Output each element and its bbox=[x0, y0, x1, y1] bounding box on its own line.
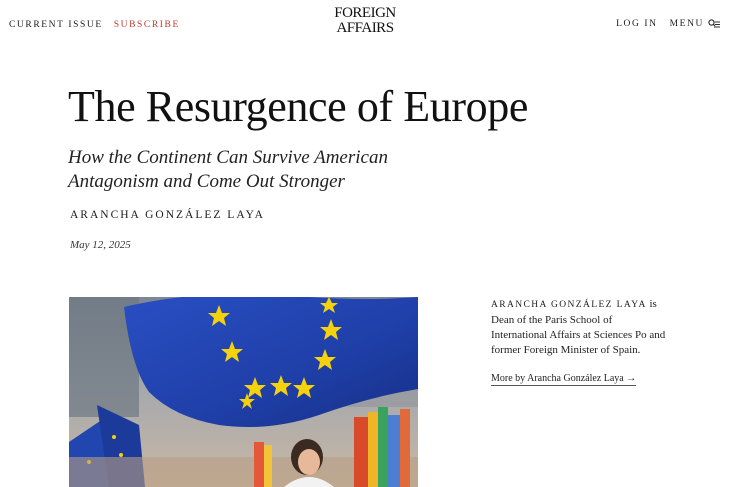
menu-button[interactable] bbox=[670, 19, 720, 29]
author-bio-name: ARANCHA GONZÁLEZ LAYA bbox=[491, 300, 647, 310]
nav-left bbox=[9, 20, 180, 30]
logo-line-1: FOREIGN bbox=[334, 5, 396, 21]
eu-flags-photo bbox=[69, 297, 418, 487]
more-by-author-link[interactable]: More by Arancha González Laya → bbox=[491, 373, 637, 384]
author-byline[interactable]: ARANCHA GONZÁLEZ LAYA bbox=[70, 209, 265, 221]
subscribe-link[interactable]: SUBSCRIBE bbox=[113, 20, 180, 30]
author-bio-description: Dean of the Paris School of International Affairs at Sciences Po and former Foreign Minister of Spain. bbox=[491, 314, 666, 356]
article-title: The Resurgence of Europe bbox=[68, 82, 528, 131]
search-menu-icon bbox=[708, 19, 720, 29]
author-bio-suffix: is bbox=[646, 298, 657, 310]
current-issue-link[interactable]: CURRENT ISSUE bbox=[9, 20, 103, 30]
article-subtitle: How the Continent Can Survive American Antagonism and Come Out Stronger bbox=[68, 147, 388, 192]
logo-line-2: AFFAIRS bbox=[336, 20, 394, 36]
top-navigation bbox=[0, 0, 730, 48]
publish-date: May 12, 2025 bbox=[70, 239, 131, 251]
author-bio bbox=[491, 297, 669, 386]
log-in-link[interactable]: LOG IN bbox=[616, 19, 658, 29]
site-logo[interactable] bbox=[320, 6, 410, 36]
menu-label: MENU bbox=[669, 19, 704, 29]
hero-image bbox=[69, 297, 418, 487]
author-bio-text bbox=[491, 297, 669, 358]
nav-right bbox=[616, 19, 720, 29]
